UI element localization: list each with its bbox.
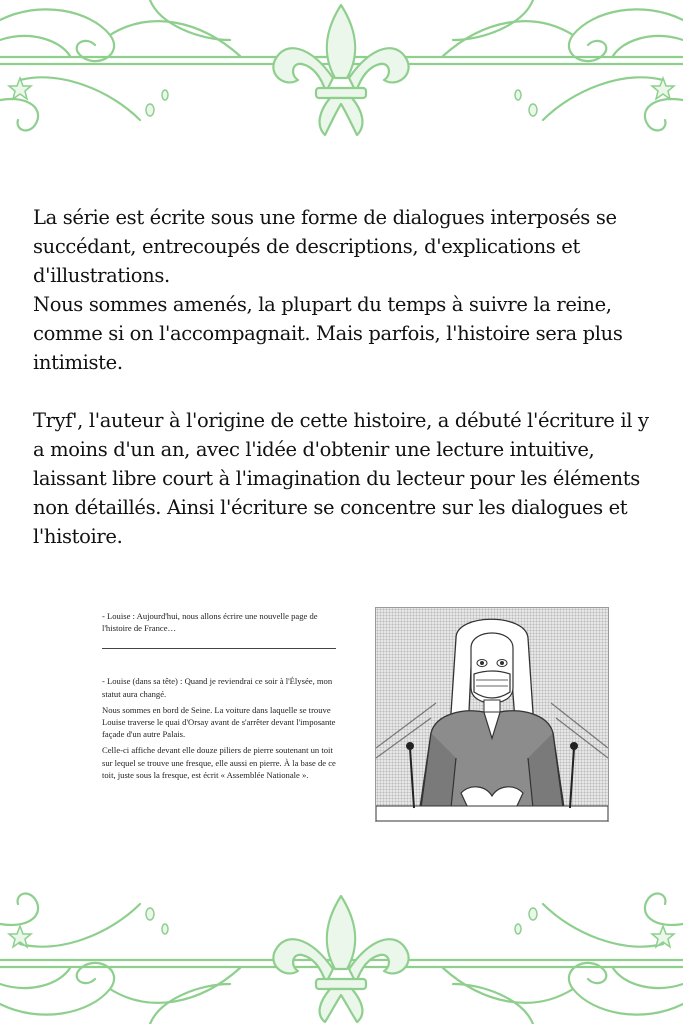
top-ornament-border bbox=[0, 0, 683, 150]
fleur-de-lis-border-icon bbox=[0, 0, 683, 150]
intro-text bbox=[33, 203, 663, 551]
excerpt-divider bbox=[102, 648, 336, 649]
manga-illustration bbox=[375, 607, 609, 822]
excerpt-line: Nous sommes en bord de Seine. La voiture dans laquelle se trouve Louise traverse le quai d'Orsay avant de s'arrêter devant l'imposante façade d'un autre Palais. bbox=[102, 704, 336, 740]
excerpt-line: - Louise (dans sa tête) : Quand je reviendrai ce soir à l'Élysée, mon statut aura changé. bbox=[102, 676, 333, 699]
intro-paragraph: Tryf', l'auteur à l'origine de cette histoire, a débuté l'écriture il y a moins d'un an, avec l'idée d'obtenir une lecture intuitive, laissant libre court à l'imagination du lecteur pour les éléments non détaillés. Ainsi l'écriture se concentre sur les dialogues et l'histoire. bbox=[33, 409, 649, 548]
woman-with-mask-icon bbox=[376, 608, 608, 821]
bottom-ornament-border bbox=[0, 874, 683, 1024]
intro-paragraph: La série est écrite sous une forme de dialogues interposés se succédant, entrecoupés de descriptions, d'explications et d'illustrations. bbox=[33, 206, 617, 287]
excerpt-line: - Louise : Aujourd'hui, nous allons écrire une nouvelle page de l'histoire de France… bbox=[102, 611, 318, 634]
story-excerpt bbox=[102, 610, 336, 785]
excerpt-line: Celle-ci affiche devant elle douze piliers de pierre soutenant un toit sur lequel se trouve une fresque, elle aussi en pierre. À la base de ce toit, juste sous la fresque, est écrit « Assemblée Nationale ». bbox=[102, 745, 336, 780]
intro-paragraph: Nous sommes amenés, la plupart du temps à suivre la reine, comme si on l'accompagnait. Mais parfois, l'histoire sera plus intimiste. bbox=[33, 293, 623, 374]
fleur-de-lis-border-icon bbox=[0, 874, 683, 1024]
